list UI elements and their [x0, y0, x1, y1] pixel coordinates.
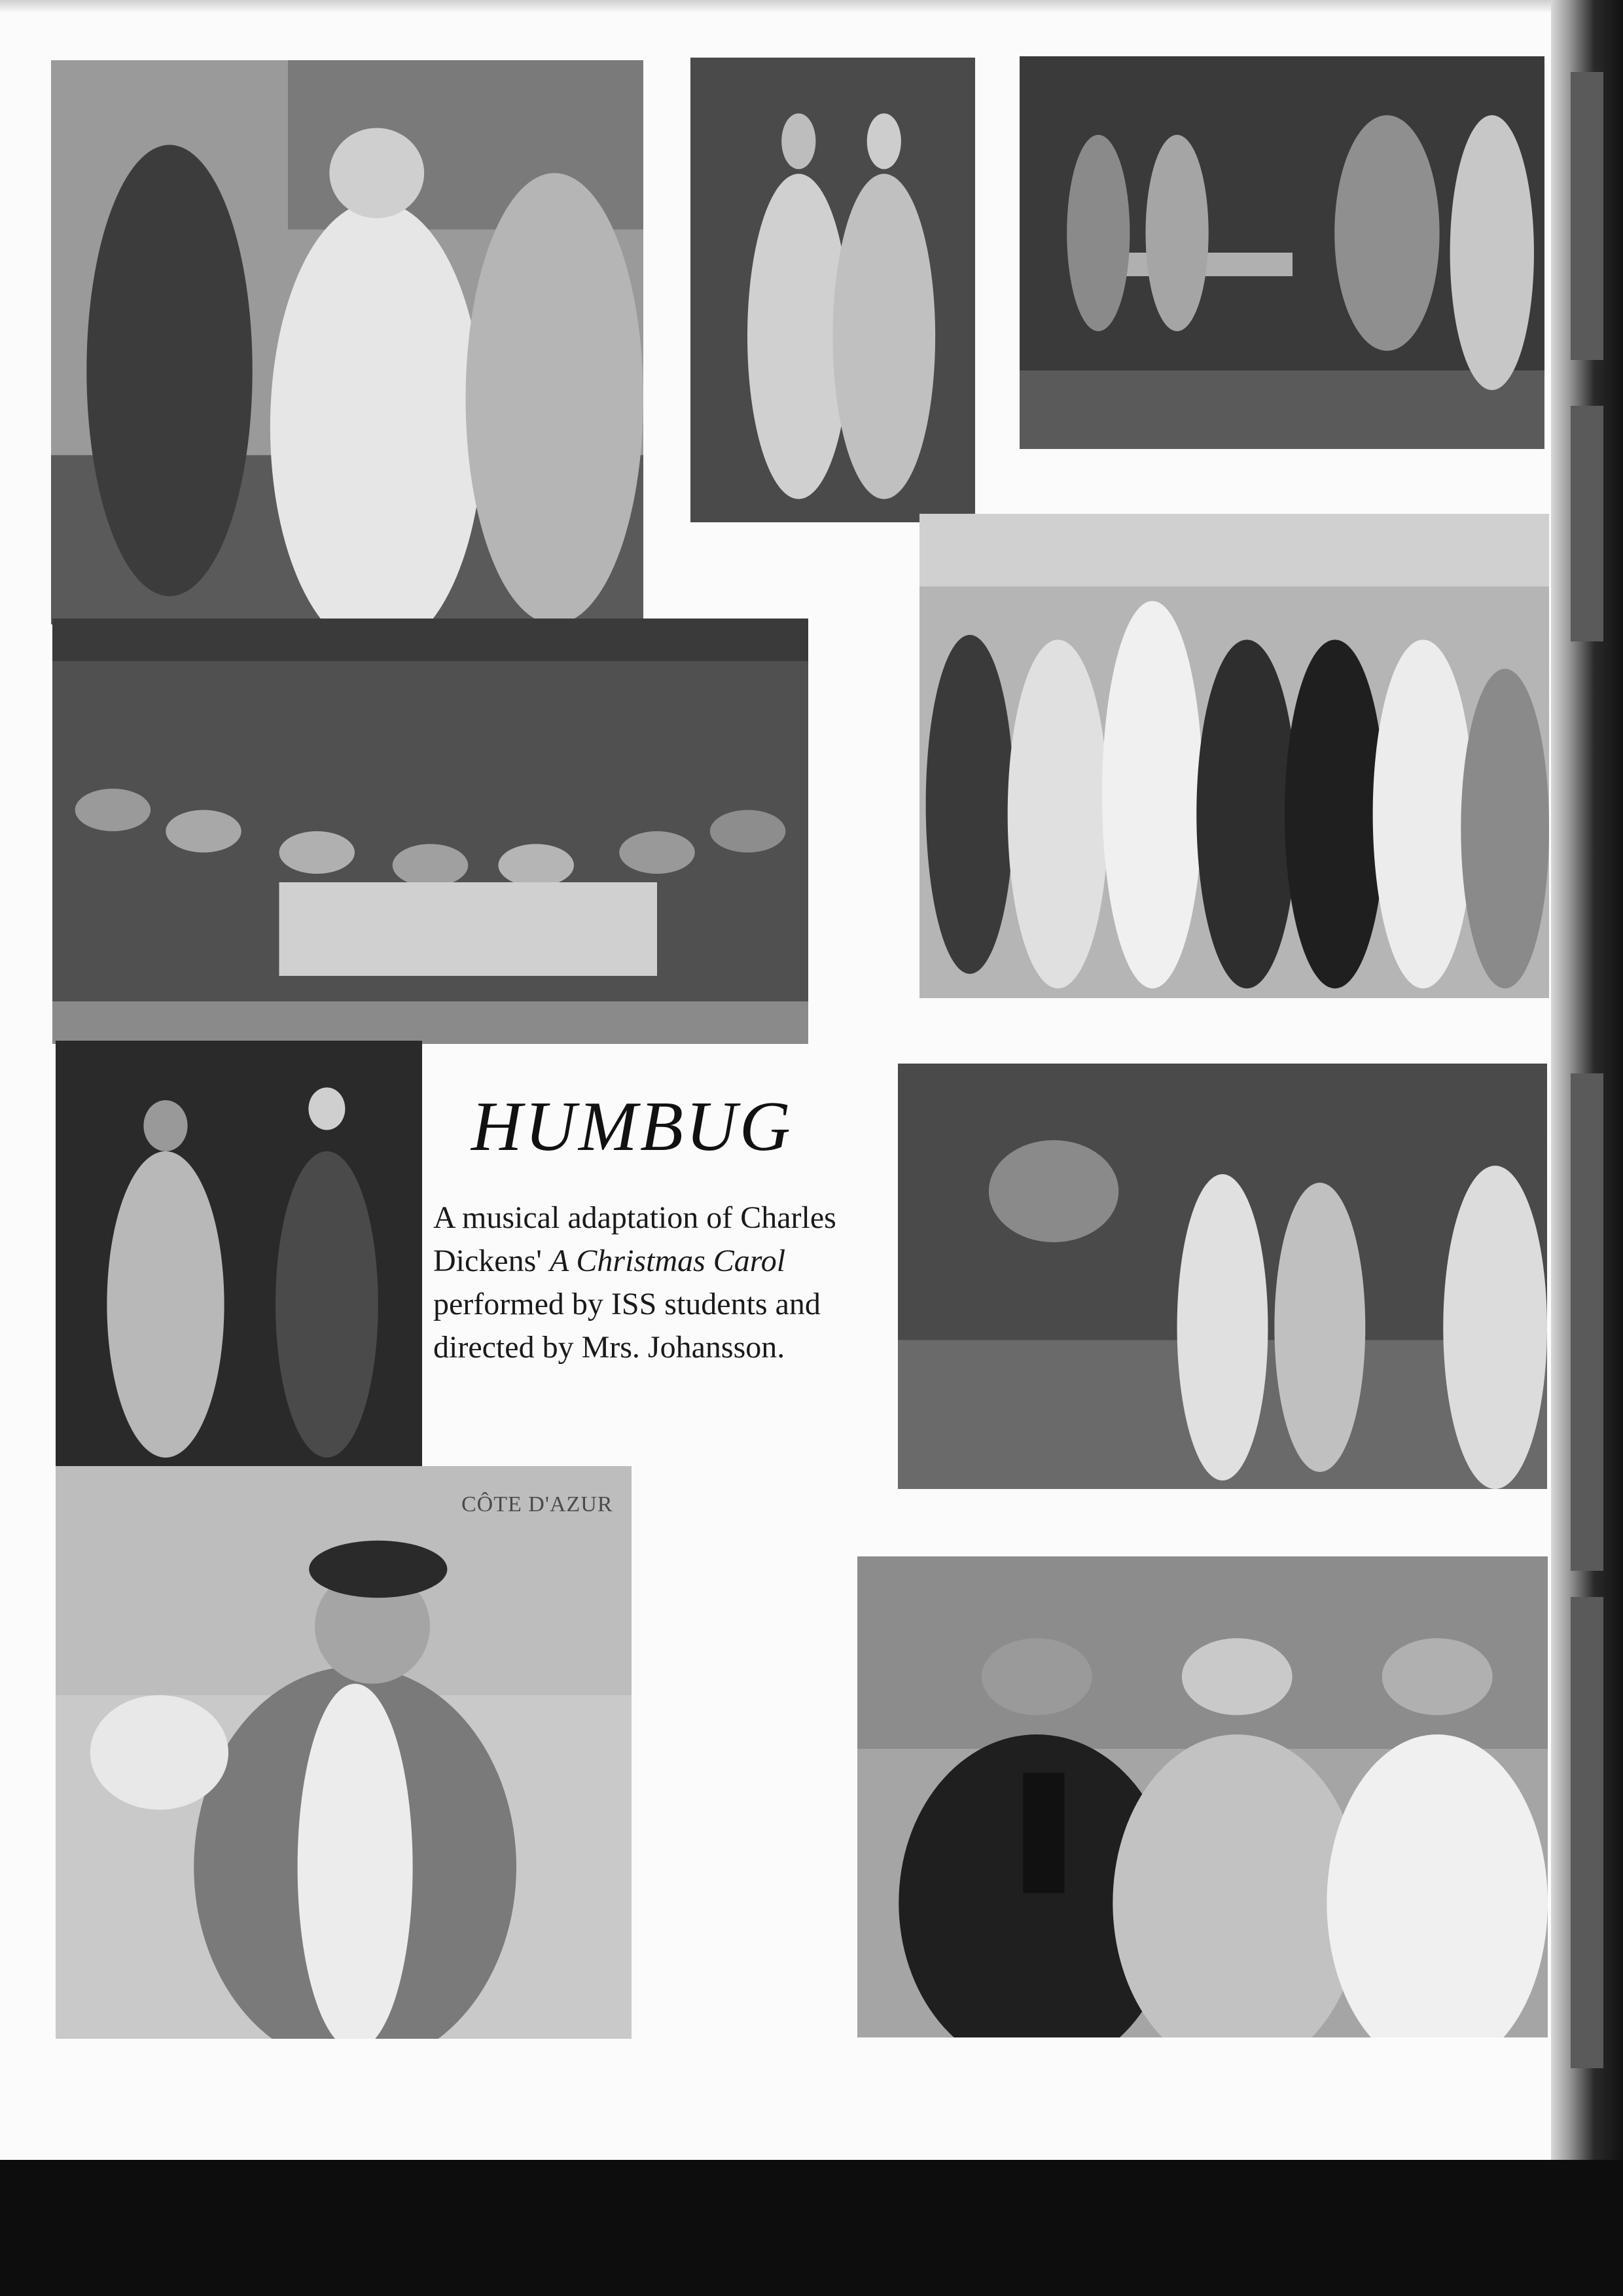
caption-text-2: performed by ISS students and directed by Mrs. Johansson.	[433, 1287, 821, 1365]
photo-sign-text: CÔTE D'AZUR	[461, 1492, 613, 1516]
caption-book-title: A Christmas Carol	[549, 1244, 786, 1278]
article-title: HUMBUG	[471, 1088, 793, 1166]
photo-makeup	[51, 60, 643, 624]
photo-stage-girls	[898, 1064, 1547, 1489]
gutter-photo-edge	[1571, 1597, 1603, 2068]
photo-two-actors	[690, 58, 975, 522]
photo-boy-cap	[56, 1466, 632, 2039]
article-caption	[433, 1196, 878, 1369]
page-top-edge	[0, 0, 1551, 13]
gutter-photo-edge	[1571, 72, 1603, 360]
caption-text-1: A musical adaptation of Charles Dickens'	[433, 1200, 836, 1278]
photo-audience	[52, 619, 808, 1044]
photo-three-girls	[857, 1556, 1548, 2037]
photo-cast-group	[919, 514, 1549, 998]
gutter-photo-edge	[1571, 406, 1603, 641]
gutter-photo-edge	[1571, 1073, 1603, 1571]
photo-ghost-scene	[56, 1041, 422, 1466]
scan-bottom-band	[0, 2160, 1623, 2296]
photo-stage-scene	[1020, 56, 1544, 449]
